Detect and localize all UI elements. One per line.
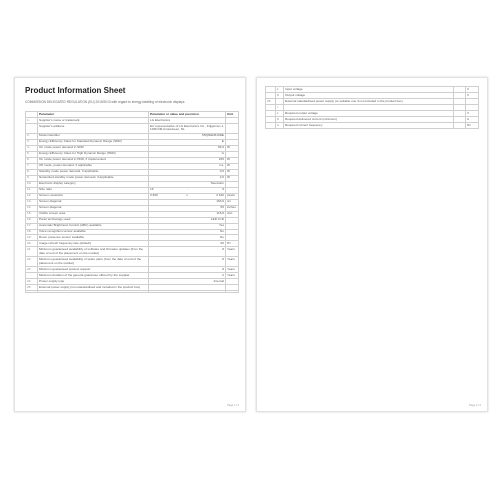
row-number: 2. <box>26 133 38 139</box>
row-unit: pixels <box>226 193 239 199</box>
row-number: 1. <box>26 117 38 123</box>
table-row <box>26 290 239 292</box>
product-info-table <box>25 111 239 293</box>
row-parameter: Image refresh frequency rate (default) <box>38 241 149 247</box>
row-unit <box>226 123 239 133</box>
row-number: 24. <box>26 278 38 284</box>
value-part-1: 3 840 <box>150 193 158 198</box>
row-unit: V <box>466 87 479 93</box>
row-parameter: Minimum guaranteed availability of spare parts (from the date of end of the placement on the market) <box>38 257 149 267</box>
row-parameter: Energy Efficiency Class for High Dynamic Range (HDR) <box>38 151 149 157</box>
row-parameter: Minimum guaranteed availability of software and firmware updates (from the date of end of the placement on the market) <box>38 247 149 257</box>
row-value: Television <box>149 181 226 187</box>
row-value <box>149 290 226 292</box>
row-value: 2 <box>149 273 226 279</box>
row-value: E <box>149 139 226 145</box>
row-parameter: Power supply type <box>38 278 149 284</box>
row-parameter: External standardised power supply (or suitable one if not included in the product box) <box>284 98 454 104</box>
row-value: Yes <box>149 223 226 229</box>
table-row <box>26 247 239 257</box>
row-parameter: Minimum guaranteed product support <box>38 267 149 273</box>
row-sub-number: ii <box>276 110 284 116</box>
row-parameter: Energy Efficiency Class for Standard Dynamic Range (SDR) <box>38 139 149 145</box>
row-parameter: Supplier's address <box>38 123 149 133</box>
row-value: 165 <box>149 157 226 163</box>
page-number: Page 2 / 2 <box>469 404 481 407</box>
row-sub-number: iii <box>276 92 284 98</box>
row-number: 25. <box>26 284 38 290</box>
row-unit: Years <box>226 267 239 273</box>
row-parameter: Networked standby mode power demand, if applicable <box>38 175 149 181</box>
row-unit: V <box>466 110 479 116</box>
value-part-2: 9 <box>222 187 224 192</box>
page-1-sheet <box>14 77 246 412</box>
row-parameter: Automatic Brightness Control (ABC) available <box>38 223 149 229</box>
row-unit: inches <box>226 205 239 211</box>
row-number: 5. <box>26 151 38 157</box>
row-number: 12. <box>26 193 38 199</box>
row-value: G <box>149 151 226 157</box>
row-value: 8 <box>149 247 226 257</box>
page-number: Page 1 / 2 <box>227 404 239 407</box>
row-value: 60 <box>149 241 226 247</box>
row-unit <box>226 290 239 292</box>
row-unit: W <box>226 163 239 169</box>
row-parameter: Model identifier <box>38 133 149 139</box>
row-number: 20. <box>26 241 38 247</box>
row-unit: W <box>226 175 239 181</box>
row-parameter: Supplier's name or trademark <box>38 117 149 123</box>
row-parameter: Screen diagonal <box>38 199 149 205</box>
row-number: 7. <box>26 163 38 169</box>
row-parameter: Required output voltage <box>284 110 454 116</box>
header-unit: Unit <box>226 112 239 118</box>
row-parameter: Electronic display category <box>38 181 149 187</box>
row-parameter: Standby mode power demand, if applicable <box>38 169 149 175</box>
row-number: 14. <box>26 205 38 211</box>
row-value: 116,8 <box>149 211 226 217</box>
row-number: 11. <box>26 187 38 193</box>
row-value: 65 <box>149 205 226 211</box>
row-unit: W <box>226 145 239 151</box>
row-number: 18. <box>26 229 38 235</box>
row-number: 26. <box>266 98 276 104</box>
row-value: No <box>149 235 226 241</box>
row-unit: A <box>466 116 479 122</box>
row-parameter: Visible screen area <box>38 211 149 217</box>
row-number: 22. <box>26 257 38 267</box>
row-number: 9. <box>26 175 38 181</box>
row-unit: Years <box>226 273 239 279</box>
row-parameter: On mode power demand in SDR <box>38 145 149 151</box>
row-parameter: Required delivered current (minimum) <box>284 116 454 122</box>
row-number: 4. <box>26 145 38 151</box>
row-parameter: On mode power demand in HDR, if implemented <box>38 157 149 163</box>
row-number <box>26 123 38 133</box>
row-sub-number: iii <box>276 116 284 122</box>
row-unit: V <box>466 92 479 98</box>
power-supply-table <box>265 86 479 129</box>
row-unit: dm² <box>226 211 239 217</box>
row-value: n.a. <box>149 163 226 169</box>
row-parameter <box>38 290 149 292</box>
row-unit: W <box>226 157 239 163</box>
row-value: LED LCD <box>149 217 226 223</box>
row-value: 163,9 <box>149 199 226 205</box>
row-unit: cm <box>226 199 239 205</box>
value-pair <box>150 194 224 198</box>
value-separator: : <box>187 187 189 192</box>
value-part-1: 16 <box>150 187 154 192</box>
row-number: 10. <box>26 181 38 187</box>
row-number <box>266 122 276 128</box>
row-unit: Hz <box>226 241 239 247</box>
row-number: 6. <box>26 157 38 163</box>
row-unit: Hz <box>466 122 479 128</box>
value-pair <box>150 188 224 192</box>
row-number: 17. <box>26 223 38 229</box>
row-number: 3. <box>26 139 38 145</box>
row-value: No <box>149 229 226 235</box>
row-parameter: Required current frequency <box>284 122 454 128</box>
row-unit: Years <box>226 247 239 257</box>
header-parameter: Parameter <box>38 112 149 118</box>
row-value: 0,5 <box>149 169 226 175</box>
row-parameter: Screen diagonal <box>38 205 149 211</box>
row-number: 8. <box>26 169 38 175</box>
row-value <box>454 122 466 128</box>
row-number <box>26 290 38 292</box>
table-row <box>266 122 479 128</box>
row-parameter: Size ratio <box>38 187 149 193</box>
table-row <box>26 257 239 267</box>
row-value: 8 <box>149 267 226 273</box>
row-value: EU representative of LG Electronics Inc., Krijgsman 1, 1186 DM Amstelveen, NL <box>150 123 224 132</box>
row-sub-number: iv <box>276 122 284 128</box>
row-parameter: Off mode, power demand, if applicable <box>38 163 149 169</box>
row-parameter: Voice recognition sensor available <box>38 229 149 235</box>
value-separator: x <box>186 193 188 198</box>
row-parameter: External power supply (non-standardised and included in the product box) <box>38 284 149 290</box>
row-parameter: Screen resolution <box>38 193 149 199</box>
row-value: Internal <box>149 278 226 284</box>
row-parameter: Minimum duration of the general guarantee offered by the supplier <box>38 273 149 279</box>
row-parameter: Panel technology used <box>38 217 149 223</box>
value-part-2: 2 160 <box>216 193 224 198</box>
row-value: 65QNED816RE <box>149 133 226 139</box>
row-unit: W <box>226 169 239 175</box>
page-2-sheet <box>256 77 488 412</box>
row-parameter: Room presence sensor available <box>38 235 149 241</box>
row-sub-number: i <box>276 104 284 110</box>
row-value: 84,9 <box>149 145 226 151</box>
row-value: 2,0 <box>149 175 226 181</box>
row-parameter: Input voltage <box>284 87 454 93</box>
row-value: 8 <box>149 257 226 267</box>
table-row <box>26 123 239 133</box>
header-value: Parameter or value and precision <box>149 112 226 118</box>
page-title: Product Information Sheet <box>25 86 126 95</box>
row-value: LG Electronics <box>149 117 226 123</box>
row-number: 16. <box>26 217 38 223</box>
row-number: 19. <box>26 235 38 241</box>
row-number: 15. <box>26 211 38 217</box>
row-unit: Years <box>226 257 239 267</box>
row-sub-number: ii <box>276 87 284 93</box>
row-number: 21. <box>26 247 38 257</box>
regulation-text: COMMISSION DELEGATED REGULATION (EU) 2019/2013 with regard to energy labelling of electronic displays <box>25 100 185 104</box>
row-number: 13. <box>26 199 38 205</box>
row-parameter: Output voltage <box>284 92 454 98</box>
row-number: 23. <box>26 267 38 273</box>
